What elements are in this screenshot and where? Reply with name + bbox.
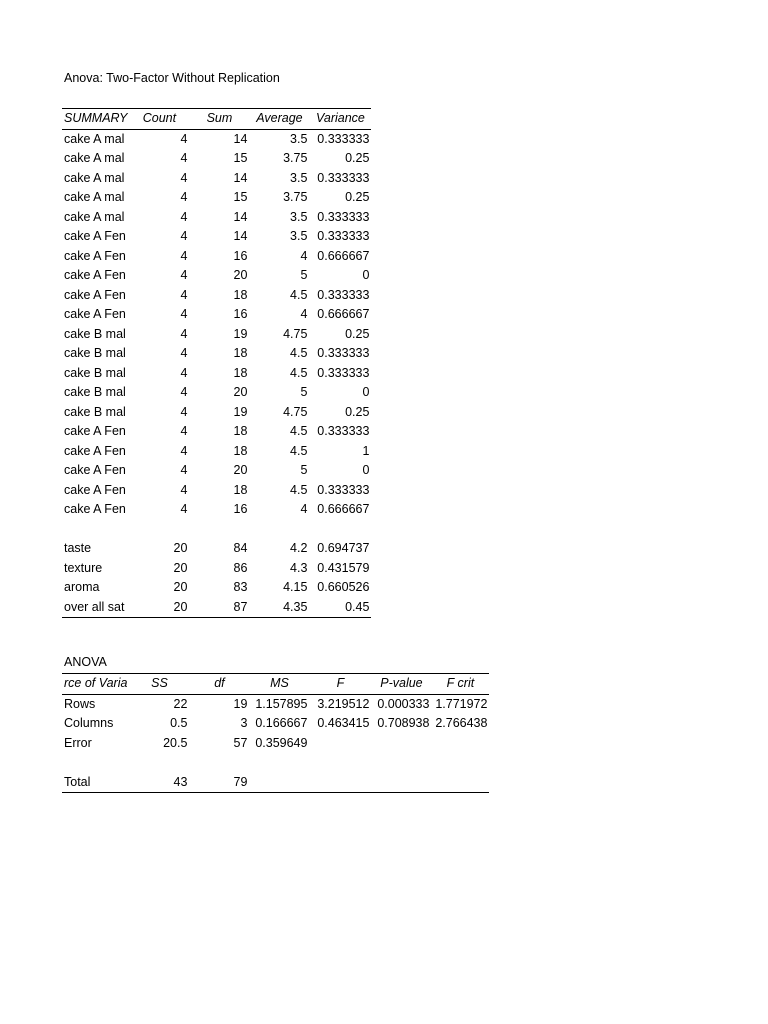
table-row: [62, 422, 371, 442]
header-cell[interactable]: F crit: [431, 674, 489, 695]
header-cell[interactable]: MS: [249, 674, 309, 695]
summary-table: [62, 108, 371, 618]
value-cell[interactable]: 0.25: [345, 151, 370, 165]
value-cell[interactable]: 1.771972: [435, 696, 488, 711]
value-cell[interactable]: 4.2: [290, 541, 308, 555]
table-row: [62, 383, 371, 403]
value-cell[interactable]: 4.3: [290, 560, 308, 575]
value-cell[interactable]: 19: [233, 696, 248, 711]
value-cell[interactable]: 4.5: [290, 365, 308, 380]
value-cell[interactable]: 4.35: [249, 598, 309, 618]
value-cell[interactable]: 87: [189, 598, 249, 618]
value-cell[interactable]: 4.5: [290, 424, 308, 438]
value-cell[interactable]: 4.15: [283, 580, 308, 594]
row-label-cell[interactable]: Rows: [64, 696, 96, 711]
value-cell[interactable]: 0.694737: [317, 541, 370, 555]
value-cell[interactable]: 0.431579: [317, 560, 370, 575]
value-cell[interactable]: [431, 773, 489, 793]
value-cell[interactable]: 20: [173, 580, 188, 594]
spacer-row: [62, 520, 371, 540]
value-cell[interactable]: 0: [362, 463, 370, 477]
table-row: [62, 461, 371, 481]
table-row: [62, 598, 371, 618]
value-cell[interactable]: 4: [180, 346, 188, 360]
value-cell[interactable]: 0.666667: [317, 307, 370, 321]
value-cell[interactable]: 4: [180, 151, 188, 165]
value-cell[interactable]: 16: [233, 307, 248, 321]
value-cell[interactable]: 4: [180, 404, 188, 419]
value-cell[interactable]: 15: [233, 190, 248, 204]
value-cell[interactable]: 0.25: [345, 404, 370, 419]
value-cell[interactable]: 3.5: [290, 131, 308, 146]
value-cell[interactable]: 1.157895: [255, 696, 308, 711]
value-cell[interactable]: 0.666667: [317, 248, 370, 263]
value-cell[interactable]: 18: [233, 287, 248, 302]
empty-cell[interactable]: [189, 520, 249, 540]
value-cell[interactable]: 3.75: [283, 151, 308, 165]
value-cell[interactable]: 20.5: [163, 735, 188, 750]
anova-header-row: [62, 674, 489, 695]
row-label-cell[interactable]: cake A Fen: [64, 482, 126, 497]
value-cell[interactable]: 19: [233, 326, 248, 341]
value-cell[interactable]: 0.333333: [317, 209, 370, 224]
value-cell[interactable]: 3.219512: [317, 696, 370, 711]
value-cell[interactable]: 4: [180, 170, 188, 185]
table-row: [62, 266, 371, 286]
value-cell[interactable]: 18: [233, 346, 248, 360]
header-cell[interactable]: rce of Varia: [62, 674, 129, 695]
value-cell[interactable]: 0.333333: [317, 482, 370, 497]
table-row: [62, 227, 371, 247]
table-row: [62, 247, 371, 267]
value-cell[interactable]: 20: [173, 560, 188, 575]
value-cell[interactable]: 20: [233, 385, 248, 399]
row-label-cell[interactable]: taste: [64, 541, 92, 555]
value-cell[interactable]: 2.766438: [435, 716, 488, 730]
row-label-cell[interactable]: cake A mal: [64, 170, 125, 185]
row-label-cell[interactable]: Error: [64, 735, 92, 750]
table-row: [62, 364, 371, 384]
row-label-cell[interactable]: Total: [62, 773, 129, 793]
table-row: [62, 305, 371, 325]
value-cell[interactable]: 3.5: [290, 209, 308, 224]
value-cell[interactable]: 3.5: [290, 229, 308, 243]
empty-cell[interactable]: [309, 753, 371, 773]
value-cell[interactable]: 0.45: [309, 598, 371, 618]
value-cell[interactable]: 4: [180, 385, 188, 399]
header-cell[interactable]: SS: [129, 674, 189, 695]
empty-cell[interactable]: [62, 520, 129, 540]
value-cell[interactable]: 5: [300, 463, 308, 477]
value-cell[interactable]: 4.5: [290, 287, 308, 302]
value-cell[interactable]: 0.333333: [317, 287, 370, 302]
header-cell[interactable]: F: [309, 674, 371, 695]
value-cell[interactable]: 5: [300, 385, 308, 399]
row-label-cell[interactable]: cake A Fen: [64, 424, 126, 438]
header-cell[interactable]: Count: [129, 109, 189, 130]
value-cell[interactable]: 0.5: [170, 716, 188, 730]
table-row: [62, 149, 371, 169]
value-cell[interactable]: 4: [180, 502, 188, 516]
row-label-cell[interactable]: over all sat: [62, 598, 129, 618]
header-cell[interactable]: Sum: [189, 109, 249, 130]
value-cell[interactable]: 4: [180, 131, 188, 146]
header-cell[interactable]: df: [189, 674, 249, 695]
value-cell[interactable]: 86: [233, 560, 248, 575]
table-row: [62, 169, 371, 189]
value-cell[interactable]: 4: [300, 502, 308, 516]
table-row: [62, 578, 371, 598]
header-cell[interactable]: Variance: [309, 109, 371, 130]
value-cell[interactable]: [431, 734, 489, 754]
row-label-cell[interactable]: cake A Fen: [64, 268, 126, 282]
value-cell[interactable]: 5: [300, 268, 308, 282]
value-cell[interactable]: 20: [233, 268, 248, 282]
row-label-cell[interactable]: Columns: [64, 716, 114, 730]
summary-header-row: [62, 109, 371, 130]
table-row: [62, 734, 489, 754]
row-label-cell[interactable]: cake A Fen: [64, 307, 126, 321]
table-row: [62, 344, 371, 364]
table-row: [62, 694, 489, 714]
value-cell[interactable]: 4.75: [283, 326, 308, 341]
row-label-cell[interactable]: cake A Fen: [64, 248, 126, 263]
row-label-cell[interactable]: cake A Fen: [64, 229, 126, 243]
value-cell[interactable]: 4: [300, 248, 308, 263]
value-cell[interactable]: 4: [180, 209, 188, 224]
value-cell[interactable]: 4: [180, 443, 188, 458]
row-label-cell[interactable]: cake A mal: [64, 151, 125, 165]
table-row: [62, 442, 371, 462]
row-label-cell[interactable]: cake B mal: [64, 404, 126, 419]
value-cell[interactable]: 83: [233, 580, 248, 594]
header-cell[interactable]: Average: [249, 109, 309, 130]
row-label-cell[interactable]: cake B mal: [64, 385, 126, 399]
empty-cell[interactable]: [129, 753, 189, 773]
value-cell[interactable]: 18: [233, 424, 248, 438]
value-cell[interactable]: 0.333333: [317, 229, 370, 243]
value-cell[interactable]: 0.333333: [317, 170, 370, 185]
value-cell[interactable]: [309, 773, 371, 793]
value-cell[interactable]: [371, 734, 431, 754]
value-cell[interactable]: 19: [233, 404, 248, 419]
sheet-title: Anova: Two-Factor Without Replication: [64, 71, 280, 85]
row-label-cell[interactable]: aroma: [64, 580, 100, 594]
anova-label: ANOVA: [64, 655, 107, 669]
table-row: [62, 208, 371, 228]
row-label-cell[interactable]: cake A Fen: [64, 287, 126, 302]
value-cell[interactable]: 4: [180, 307, 188, 321]
value-cell[interactable]: 18: [233, 482, 248, 497]
value-cell[interactable]: 18: [233, 443, 248, 458]
table-row: [62, 188, 371, 208]
row-label-cell[interactable]: cake A Fen: [64, 443, 126, 458]
value-cell[interactable]: 0.166667: [255, 716, 308, 730]
header-cell[interactable]: P-value: [371, 674, 431, 695]
value-cell[interactable]: 4.5: [290, 346, 308, 360]
empty-cell[interactable]: [249, 520, 309, 540]
empty-cell[interactable]: [62, 753, 129, 773]
value-cell[interactable]: 14: [233, 170, 248, 185]
table-row: [62, 403, 371, 423]
value-cell[interactable]: 3.75: [283, 190, 308, 204]
spacer-row: [62, 753, 489, 773]
value-cell[interactable]: 4: [180, 268, 188, 282]
row-label-cell[interactable]: cake B mal: [64, 365, 126, 380]
value-cell[interactable]: 16: [233, 248, 248, 263]
header-cell[interactable]: SUMMARY: [62, 109, 129, 130]
value-cell[interactable]: 0.333333: [317, 365, 370, 380]
value-cell[interactable]: 0.333333: [317, 131, 370, 146]
value-cell[interactable]: 43: [129, 773, 189, 793]
value-cell[interactable]: 0.000333: [377, 696, 430, 711]
value-cell[interactable]: 14: [233, 229, 248, 243]
total-row: [62, 773, 489, 793]
value-cell[interactable]: [371, 773, 431, 793]
value-cell[interactable]: 79: [189, 773, 249, 793]
table-row: [62, 714, 489, 734]
value-cell[interactable]: 4: [180, 190, 188, 204]
value-cell[interactable]: 15: [233, 151, 248, 165]
anova-table: [62, 673, 489, 793]
row-label-cell[interactable]: cake A Fen: [64, 502, 126, 516]
empty-cell[interactable]: [189, 753, 249, 773]
value-cell[interactable]: 1: [362, 443, 370, 458]
row-label-cell[interactable]: cake A mal: [64, 209, 125, 224]
value-cell[interactable]: 0.463415: [317, 716, 370, 730]
table-row: [62, 129, 371, 149]
value-cell[interactable]: 4: [180, 463, 188, 477]
table-row: [62, 500, 371, 520]
row-label-cell[interactable]: cake A mal: [64, 190, 125, 204]
table-row: [62, 286, 371, 306]
value-cell[interactable]: 4: [180, 287, 188, 302]
value-cell[interactable]: 20: [129, 598, 189, 618]
value-cell[interactable]: 14: [233, 209, 248, 224]
value-cell[interactable]: 0: [362, 268, 370, 282]
value-cell[interactable]: 84: [233, 541, 248, 555]
value-cell[interactable]: 20: [173, 541, 188, 555]
value-cell[interactable]: 0.25: [345, 190, 370, 204]
value-cell[interactable]: 4: [180, 248, 188, 263]
value-cell[interactable]: 4.5: [290, 482, 308, 497]
row-label-cell[interactable]: texture: [64, 560, 103, 575]
row-label-cell[interactable]: cake B mal: [64, 326, 126, 341]
table-row: [62, 325, 371, 345]
value-cell[interactable]: 0.333333: [317, 346, 370, 360]
value-cell[interactable]: 4.75: [283, 404, 308, 419]
row-label-cell[interactable]: cake B mal: [64, 346, 126, 360]
empty-cell[interactable]: [249, 753, 309, 773]
value-cell[interactable]: 14: [233, 131, 248, 146]
empty-cell[interactable]: [309, 520, 371, 540]
table-row: [62, 481, 371, 501]
empty-cell[interactable]: [129, 520, 189, 540]
empty-cell[interactable]: [431, 753, 489, 773]
value-cell[interactable]: 16: [233, 502, 248, 516]
value-cell[interactable]: 3.5: [290, 170, 308, 185]
value-cell[interactable]: 4: [180, 326, 188, 341]
value-cell[interactable]: 0.660526: [317, 580, 370, 594]
value-cell[interactable]: 57: [233, 735, 248, 750]
value-cell[interactable]: 4: [180, 229, 188, 243]
row-label-cell[interactable]: cake A mal: [64, 131, 125, 146]
value-cell[interactable]: 0: [362, 385, 370, 399]
row-label-cell[interactable]: cake A Fen: [64, 463, 126, 477]
value-cell[interactable]: 4: [300, 307, 308, 321]
table-row: [62, 539, 371, 559]
table-row: [62, 559, 371, 579]
value-cell[interactable]: 0.25: [345, 326, 370, 341]
value-cell[interactable]: 4: [180, 365, 188, 380]
value-cell[interactable]: [309, 734, 371, 754]
value-cell[interactable]: 3: [240, 716, 248, 730]
value-cell[interactable]: 0.333333: [317, 424, 370, 438]
value-cell[interactable]: 0.708938: [377, 716, 430, 730]
value-cell[interactable]: 18: [233, 365, 248, 380]
value-cell[interactable]: 22: [173, 696, 188, 711]
value-cell[interactable]: 0.359649: [255, 735, 308, 750]
value-cell[interactable]: 0.666667: [317, 502, 370, 516]
value-cell[interactable]: 20: [233, 463, 248, 477]
value-cell[interactable]: 4: [180, 424, 188, 438]
value-cell[interactable]: 4: [180, 482, 188, 497]
empty-cell[interactable]: [371, 753, 431, 773]
value-cell[interactable]: [249, 773, 309, 793]
value-cell[interactable]: 4.5: [290, 443, 308, 458]
